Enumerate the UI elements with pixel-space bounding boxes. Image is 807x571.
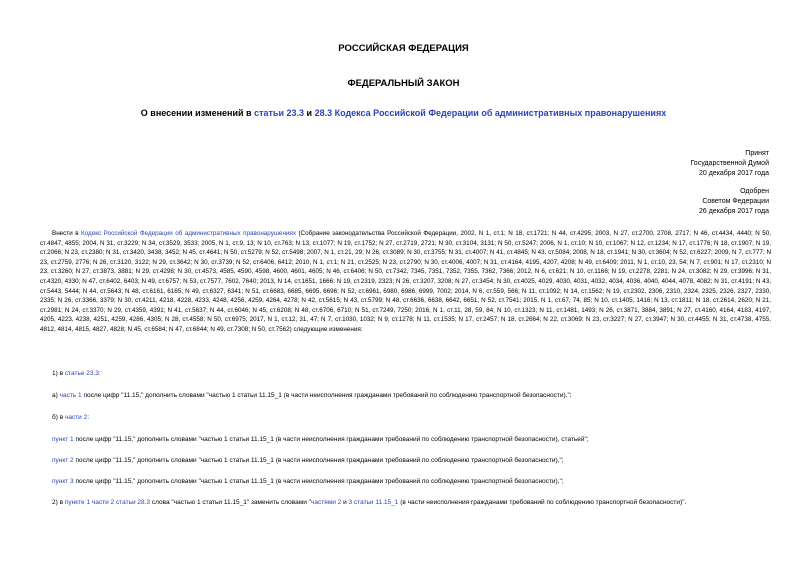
item-2-prefix: 2) в <box>52 499 65 506</box>
point-3 <box>52 477 564 486</box>
approved-line-2: Советом Федерации <box>702 198 769 205</box>
point-1 <box>52 435 589 444</box>
intro-paragraph <box>40 229 771 335</box>
item-a <box>52 391 572 400</box>
law-type-heading: ФЕДЕРАЛЬНЫЙ ЗАКОН <box>347 78 460 89</box>
point-2 <box>52 456 564 465</box>
point-2-link[interactable]: пункт 2 <box>52 457 74 464</box>
adopted-block <box>690 149 769 179</box>
item-2 <box>52 498 686 507</box>
item-1-link[interactable]: статье 23.3 <box>64 370 99 377</box>
item-a-prefix: а) <box>52 392 60 399</box>
item-a-link[interactable]: часть 1 <box>59 392 82 399</box>
point-1-link[interactable]: пункт 1 <box>52 436 74 443</box>
approved-block <box>699 187 769 217</box>
adopted-line-3: 20 декабря 2017 года <box>698 170 769 177</box>
point-2-text: после цифр "11.15," дополнить словами "частью 1 статьи 11.15_1 (в части неисполнения гражданами требований по соблюдению транспортной безопасности),"; <box>73 457 564 464</box>
approved-line-1: Одобрен <box>740 188 769 195</box>
item-2-mid: слова "частью 1 статьи 11.15_1" заменить словами " <box>150 499 311 506</box>
title-mid: и <box>304 108 315 118</box>
item-1-prefix: 1) в <box>52 370 65 377</box>
title-link-article-28-3[interactable]: 28.3 Кодекса Российской Федерации об административных правонарушениях <box>314 108 667 118</box>
title-prefix: О внесении изменений в <box>140 108 255 118</box>
point-3-link[interactable]: пункт 3 <box>52 478 74 485</box>
point-3-text: после цифр "11.15," дополнить словами "частью 1 статьи 11.15_1 (в части неисполнения гражданами требований по соблюдению транспортной безопасности),"; <box>73 478 564 485</box>
item-1-suffix: : <box>98 370 101 377</box>
law-title <box>0 108 807 118</box>
intro-text: (Собрание законодательства Российской Федерации, 2002, N 1, ст.1; N 18, ст.1721; N 44, ст.4295; 2003, N 27, ст.2700, 2708, 2717; N 46, ст.4434, 4440; N 50, ст.4847, 4855; 2004, N 31, ст.3229; N 34, ст.3529, 3533; 2005, N 1, ст.9, 13; N 10, ст.763; N 13, ст.1077; N 19, ст.1752; N 27, ст.2719, 2721; N 30, ст.3104, 3131; N 50, ст.5247; 2006, N 1, ст.10; N 10, ст.1067; N 12, ст.1234; N 17, ст.1776; N 18, ст.1907; N 19, ст.2066; N 23, ст.2380; N 31, ст.3420, 3438, 3452; N 45, ст.4641; N 50, ст.5279; N 52, ст.5498; 2007, N 1, ст.21, 29; N 26, ст.3089; N 30, ст.3755; N 31, ст.4007; N 41, ст.4845; N 43, ст.5084; 2008, N 18, ст.1941; N 30, ст.3604; N 52, ст.6227; 2009, N 7, ст.777; N 23, ст.2759, 2776; N 26, ст.3120, 3122; N 29, ст.3642; N 30, ст.3739; N 52, ст.6406, 6412; 2010, N 1, ст.1; N 21, ст.2525; N 23, ст.2790; N 30, ст.4006, 4007; N 31, ст.4164, 4195, 4207, 4208; N 49, ст.6409; 2011, N 1, ст.10, 23, 54; N 7, ст.901; N 17, ст.2310; N 23, ст.3260; N 27, ст.3873, 3881; N 29, ст.4298; N 30, ст.4573, 4585, 4590, 4598, 4600, 4601, 4605; N 46, ст.6406; N 50, ст.7342, 7345, 7351, 7352, 7355, 7362, 7366; 2012, N 6, ст.621; N 10, ст.1166; N 19, ст.2278, 2281; N 24, ст.3082; N 29, ст.3996; N 31, ст.4320, 4330; N 47, ст.6402, 6403; N 49, ст.6757; N 53, ст.7577, 7602, 7640; 2013, N 14, ст.1651, 1666; N 19, ст.2319, 2323; N 26, ст.3207, 3208; N 27, ст.3454; N 30, ст.4025, 4029, 4030, 4031, 4032, 4034, 4036, 4040, 4044, 4078, 4082; N 31, ст.4191; N 43, ст.5443, 5444; N 44, ст.5643; N 48, ст.6161, 6165; N 49, ст.6327, 6341; N 51, ст.6683, 6685, 6695, 6696; N 52, ст.6961, 6980, 6986, 6999, 7002; 2014, N 6, ст.559, 566; N 11, ст.1092; N 14, ст.1562; N 19, ст.2302, 2306, 2310, 2324, 2325, 2326, 2327, 2330, 2335; N 26, ст.3366, 3379; N 30, ст.4211, 4218, 4228, 4233, 4248, 4256, 4259, 4264, 4278; N 42, ст.5615; N 43, ст.5799; N 48, ст.6636, 6638, 6642, 6651; N 52, ст.7541; 2015, N 1, ст.67, 74, 85; N 10, ст.1405, 1416; N 13, ст.1811; N 18, ст.2614, 2620; N 21, ст.2981; N 24, ст.3370; N 29, ст.4359, 4391; N 41, ст.5637; N 44, ст.6046; N 45, ст.6208; N 48, ст.6706, 6710; N 51, ст.7249, 7250; 2016, N 1, ст.11, 28, 59, 84; N 10, ст.1323; N 11, ст.1481, 1493; N 26, ст.3871, 3884, 3891; N 27, ст.4160, 4164, 4183, 4197, 4205, 4223, 4238, 4251, 4259, 4286, 4305; N 28, ст.4558; N 50, ст.6975; 2017, N 1, ст.12, 31, 47; N 7, ст.1030, 1032; N 9, ст.1278; N 11, ст.1535; N 17, ст.2457; N 18, ст.2664; N 22, ст.3069; N 23, ст.3227; N 27, ст.3947; N 30, ст.4455; N 31, ст.4738, 4755, 4812, 4814, 4815, 4827, 4828; N 45, ст.6584; N 47, ст.6844; N 49, ст.7308; N 50, ст.7562) следующие изменения: <box>40 230 771 333</box>
intro-code-link[interactable]: Кодекс Российской Федерации об административных правонарушениях <box>81 230 296 237</box>
title-link-article-23-3[interactable]: статьи 23.3 <box>254 108 305 118</box>
item-1 <box>52 369 101 378</box>
item-b-suffix: : <box>87 414 90 421</box>
item-b-link[interactable]: части 2 <box>64 414 88 421</box>
intro-prefix: Внести в <box>52 230 81 237</box>
approved-line-3: 26 декабря 2017 года <box>698 208 769 215</box>
item-b-prefix: б) в <box>52 414 65 421</box>
adopted-line-2: Государственной Думой <box>690 160 769 167</box>
item-2-link-3[interactable]: 3 статьи 11.15_1 <box>348 499 399 506</box>
federation-heading: РОССИЙСКАЯ ФЕДЕРАЦИЯ <box>338 43 469 54</box>
item-2-suffix: (в части неисполнения гражданами требований по соблюдению транспортной безопасности)". <box>398 499 687 506</box>
item-2-link-1[interactable]: пункте 1 части 2 статьи 28.3 <box>64 499 151 506</box>
point-1-text: после цифр "11.15," дополнить словами "частью 1 статьи 11.15_1 (в части неисполнения гражданами требований по соблюдению транспортной безопасности), статьей"; <box>73 436 589 443</box>
item-a-text: после цифр "11.15," дополнить словами "частью 1 статьи 11.15_1 (в части неисполнения гражданами требований по соблюдению транспортной безопасности),"; <box>81 392 572 399</box>
adopted-line-1: Принят <box>745 150 769 157</box>
item-2-and: и <box>341 499 349 506</box>
item-2-link-2[interactable]: частями 2 <box>310 499 342 506</box>
item-b <box>52 413 89 422</box>
